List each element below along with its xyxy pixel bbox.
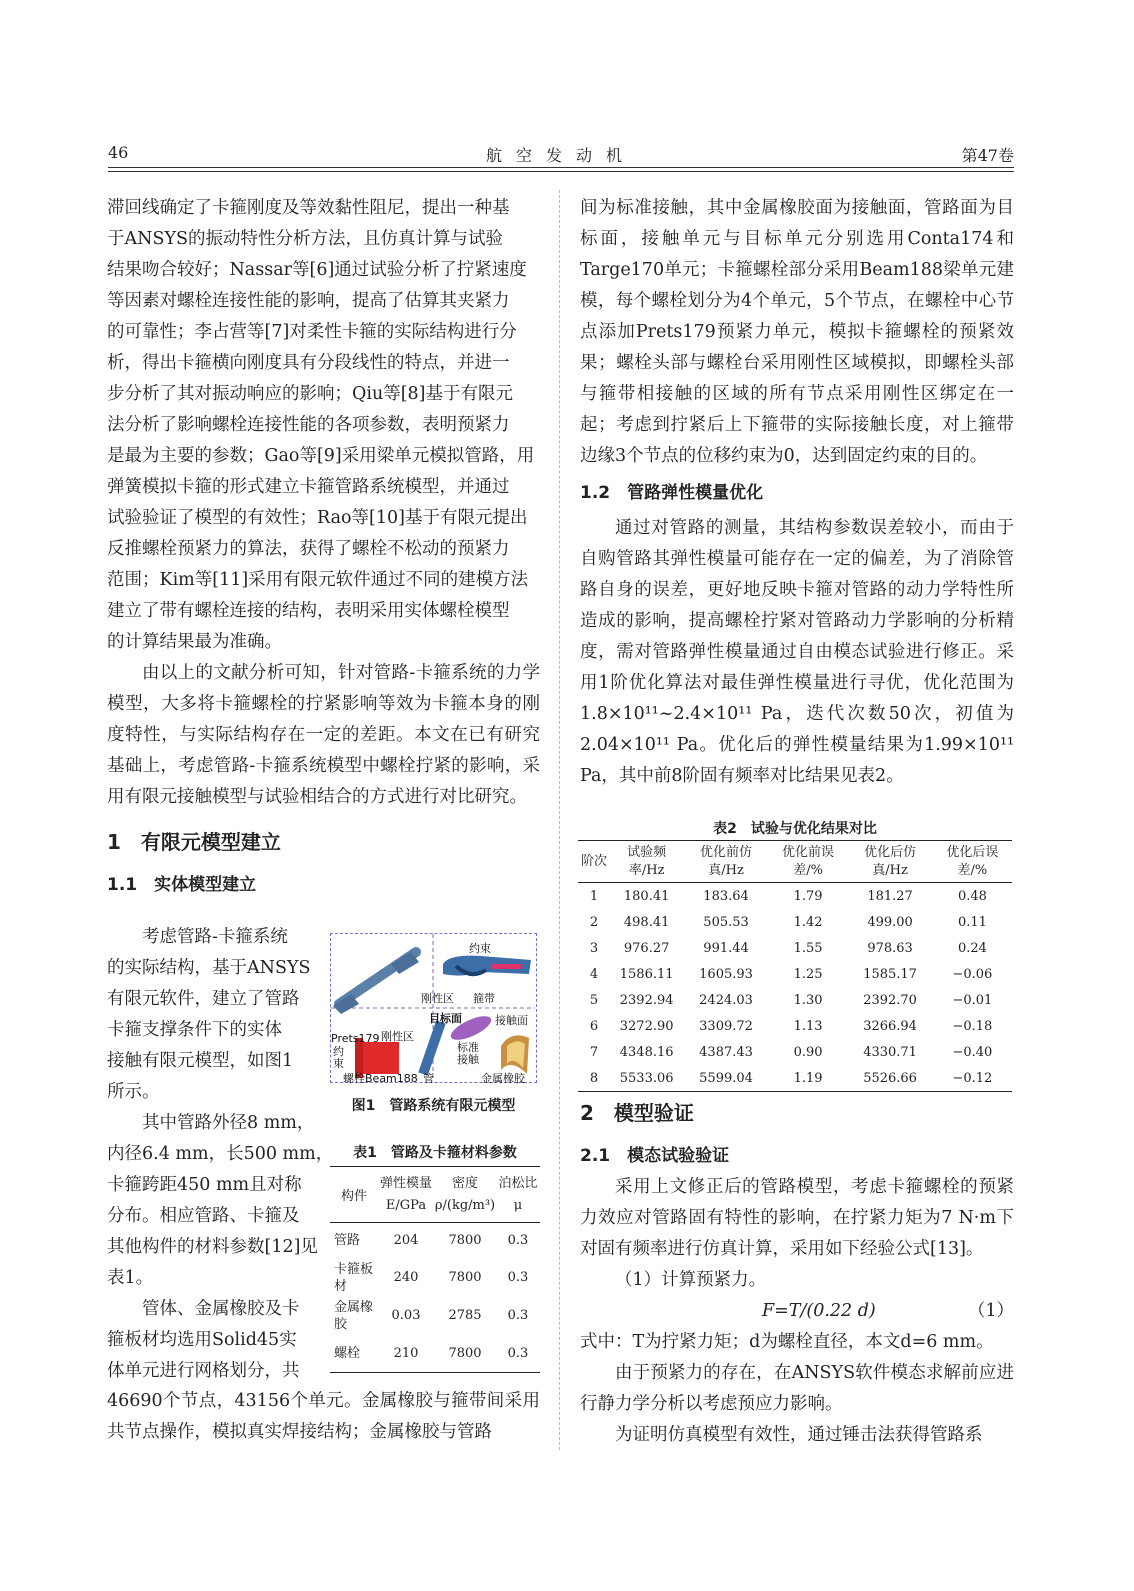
t2-header: 优化前误差/% [782, 844, 835, 878]
table-cell: 1.30 [793, 992, 823, 1008]
paragraph-literature-review [107, 193, 540, 658]
text-line: 卡箍跨距450 mm且对称 [107, 1175, 302, 1195]
text-line: 建立了带有螺栓连接的结构，表明采用实体螺栓模型 [107, 601, 510, 621]
paragraph-mesh [107, 1294, 323, 1387]
table-cell: 1.25 [793, 966, 823, 982]
text-line: 接触有限元模型，如图1 [107, 1051, 294, 1071]
header-rule [108, 167, 1014, 168]
label-metal-rubber: 金属橡胶 [481, 1072, 525, 1085]
text-line: 试验验证了模型的有效性；Rao等[10]基于有限元提出 [107, 508, 528, 528]
text-line: 法分析了影响螺栓连接性能的各项参数，表明预紧力 [107, 415, 510, 435]
header-rule-thin [108, 171, 1014, 172]
paragraph-model-intro [107, 922, 323, 1108]
text-line: 箍板材均选用Solid45实 [107, 1330, 297, 1350]
table-cell: 1.42 [793, 914, 823, 930]
table-cell: 5526.66 [863, 1070, 917, 1086]
table-row [578, 1039, 1012, 1065]
table-2-caption: 表2 试验与优化结果对比 [713, 821, 877, 837]
left-narrow-text [107, 922, 334, 1387]
text-line: 步分析了其对振动响应的影响；Qiu等[8]基于有限元 [107, 384, 514, 404]
paragraph-prestress: 由于预紧力的存在，在ANSYS软件模态求解前应进行静力学分析以考虑预应力影响。 [580, 1363, 1014, 1414]
paragraph-contact-setup: 间为标准接触，其中金属橡胶面为接触面，管路面为目标面，接触单元与目标单元分别选用Conta174和Targe170单元；卡箍螺栓部分采用Beam188梁单元建模，每个螺栓划分为4个单元，5个节点，在螺栓中心节点添加Prets179预紧力单元，模拟卡箍螺栓的预紧效果；螺栓头部与螺栓台采用刚性区域模拟，即螺栓头部与箍带相接触的区域的所有节点采用刚性区绑定在一起；考虑到拧紧后上下箍带的实际接触长度，对上箍带边缘3个节点的位移约束为0，达到固定约束的目的。 [580, 198, 1014, 466]
table-row [330, 1259, 540, 1297]
table-row [578, 961, 1012, 987]
table-cell: 1.19 [793, 1070, 823, 1086]
table-cell: 金属橡胶 [334, 1299, 374, 1332]
table-cell: 1 [589, 888, 599, 904]
table-row [578, 935, 1012, 961]
label-constraint-top: 约束 [469, 942, 491, 955]
paragraph-pipe-dimensions [107, 1108, 334, 1294]
column-divider [559, 190, 560, 1450]
table-cell: 4 [589, 966, 599, 982]
text-line: 弹簧模拟卡箍的形式建立卡箍管路系统模型，并通过 [107, 477, 510, 497]
label-contact-face: 接触面 [495, 1014, 528, 1027]
text-line: 的实际结构，基于ANSYS [107, 958, 311, 978]
table-cell: 0.90 [793, 1044, 823, 1060]
table-cell: 4330.71 [863, 1044, 917, 1060]
table-cell: 976.27 [623, 940, 670, 956]
table-2-results [578, 840, 1012, 1092]
table-cell: 1.13 [793, 1018, 823, 1034]
text-line: 结果吻合较好；Nassar等[6]通过试验分析了拧紧速度 [107, 260, 527, 280]
text-line: 反推螺栓预紧力的算法，获得了螺栓不松动的预紧力 [107, 539, 510, 559]
table-cell: 2 [589, 914, 599, 930]
right-column [580, 193, 1014, 792]
label-pipe: 管 [423, 1072, 434, 1085]
equation-1 [580, 1296, 1014, 1327]
table-cell: 183.64 [703, 888, 749, 904]
table-cell: 4348.16 [619, 1044, 674, 1060]
text-line: 的可靠性；李占营等[7]对柔性卡箍的实际结构进行分 [107, 322, 517, 342]
table-cell: 1.55 [793, 940, 823, 956]
table-cell: 8 [589, 1070, 599, 1086]
running-header [108, 143, 1014, 167]
page-number: 46 [108, 143, 129, 162]
table-row [330, 1297, 540, 1335]
text-line: 范围；Kim等[11]采用有限元软件通过不同的建模方法 [107, 570, 529, 590]
table-cell: 2424.03 [699, 992, 753, 1008]
text-line: 析，得出卡箍横向刚度具有分段线性的特点，并进一 [107, 353, 510, 373]
text-line: 管体、金属橡胶及卡 [142, 1299, 300, 1319]
table-cell: 3272.90 [619, 1018, 674, 1034]
table-cell: 1586.11 [619, 966, 674, 982]
left-bottom-text [107, 1386, 540, 1448]
table-cell: 0.24 [957, 940, 987, 956]
table-cell: 0.11 [957, 914, 987, 930]
text-line: 考虑管路-卡箍系统 [142, 927, 288, 947]
fe-model-illustration [331, 934, 535, 1081]
table-cell: −0.01 [952, 992, 993, 1008]
step-1-preload: （1）计算预紧力。 [615, 1270, 767, 1290]
table-cell: 卡箍板材 [334, 1261, 374, 1294]
table-cell: 1585.17 [863, 966, 917, 982]
text-line: 分布。相应管路、卡箍及 [107, 1206, 300, 1226]
label-target-face: 目标面 [429, 1012, 462, 1025]
table-cell: 7 [589, 1044, 599, 1060]
t2-header: 试验频率/Hz [627, 844, 667, 878]
t2-header: 优化前仿真/Hz [700, 844, 753, 878]
table-cell: 2785 [448, 1308, 482, 1323]
journal-title: 航空发动机 [485, 146, 636, 165]
label-band: 箍带 [473, 992, 495, 1005]
table-row [330, 1223, 540, 1259]
t1-header: 密度ρ/(kg/m³) [434, 1175, 496, 1213]
table-cell: 240 [393, 1270, 419, 1285]
table-cell: 1605.93 [699, 966, 753, 982]
table-cell: 5 [589, 992, 599, 1008]
table-cell: 498.41 [623, 914, 670, 930]
table-cell: 3266.94 [863, 1018, 917, 1034]
table-cell: 0.3 [507, 1345, 529, 1361]
table-1-material-params [330, 1166, 540, 1373]
text-line: 体单元进行网格划分，共 [107, 1361, 300, 1381]
table-cell: 180.41 [623, 888, 670, 904]
paragraph-analysis-summary: 由以上的文献分析可知，针对管路-卡箍系统的力学模型，大多将卡箍螺栓的拧紧影响等效为卡箍本身的刚度特性，与实际结构存在一定的差距。本文在已有研究基础上，考虑管路-卡箍系统模型中螺栓拧紧的影响，采用有限元接触模型与试验相结合的方式进行对比研究。 [107, 663, 540, 807]
text-line: 的计算结果最为准确。 [107, 632, 282, 652]
table-cell: 6 [589, 1018, 599, 1034]
text-line: 于ANSYS的振动特性分析方法，且仿真计算与试验 [107, 229, 503, 249]
table-cell: 2392.70 [863, 992, 917, 1008]
table-row [578, 987, 1012, 1013]
paragraph-mesh-tail: 46690个节点，43156个单元。金属橡胶与箍带间采用共节点操作，模拟真实焊接结构；金属橡胶与管路 [107, 1391, 540, 1442]
paragraph-modal-test: 采用上文修正后的管路模型，考虑卡箍螺栓的预紧力效应对管路固有特性的影响，在拧紧力矩为7 N·m下对固有频率进行仿真计算，采用如下经验公式[13]。 [580, 1177, 1014, 1259]
formula-explanation: 式中：T为拧紧力矩；d为螺栓直径，本文d=6 mm。 [580, 1332, 994, 1352]
volume-label: 第47卷 [961, 146, 1014, 165]
table-cell: −0.12 [952, 1070, 993, 1086]
table-cell: 499.00 [867, 914, 913, 930]
table-cell: 5599.04 [699, 1070, 753, 1086]
table-cell: −0.40 [952, 1044, 993, 1060]
section-heading-2: 2 模型验证 [580, 1101, 694, 1125]
table-row [578, 883, 1012, 910]
label-rigid-mid: 刚性区 [381, 1030, 414, 1043]
table-cell: 7800 [448, 1345, 482, 1361]
paragraph-modulus-optimization: 通过对管路的测量，其结构参数误差较小，而由于自购管路其弹性模量可能存在一定的偏差，为了消除管路自身的误差，更好地反映卡箍对管路的动力学特性所造成的影响，提高螺栓拧紧对管路动力学影响的分析精度，需对管路弹性模量通过自由模态试验进行修正。采用1阶优化算法对最佳弹性模量进行寻优，优化范围为1.8×10¹¹~2.4×10¹¹ Pa，迭代次数50次，初值为2.04×10¹¹ Pa。优化后的弹性模量结果为1.99×10¹¹ Pa，其中前8阶固有频率对比结果见表2。 [580, 518, 1014, 786]
text-line: 其中管路外径8 mm， [142, 1113, 315, 1133]
table-cell: 210 [393, 1345, 419, 1361]
formula: F=T/(0.22 d) [762, 1301, 876, 1321]
label-bolt-beam188: 螺栓Beam188 [343, 1072, 418, 1085]
table-row [578, 1013, 1012, 1039]
table-row [578, 909, 1012, 935]
text-line: 有限元软件，建立了管路 [107, 989, 300, 1009]
text-line: 表1。 [107, 1268, 154, 1288]
table-cell: 978.63 [867, 940, 913, 956]
t2-header: 优化后误差/% [946, 844, 999, 878]
text-line: 卡箍支撑条件下的实体 [107, 1020, 282, 1040]
t2-header: 优化后仿真/Hz [864, 844, 917, 878]
subsection-heading-1-1: 1.1 实体模型建立 [107, 875, 257, 895]
paragraph-hammer-test: 为证明仿真模型有效性，通过锤击法获得管路系 [615, 1425, 983, 1445]
t1-header: 泊松比μ [498, 1175, 538, 1213]
table-cell: 0.3 [507, 1308, 529, 1323]
label-constraint-mid: 约束 [333, 1045, 344, 1070]
table-cell: 0.03 [391, 1308, 421, 1323]
table-cell: 0.3 [507, 1233, 529, 1249]
text-line: 所示。 [107, 1082, 160, 1102]
table-1-caption: 表1 管路及卡箍材料参数 [353, 1145, 517, 1161]
table-cell: −0.06 [952, 966, 993, 982]
right-lower-text [580, 1098, 1014, 1451]
formula-number: （1） [967, 1301, 1014, 1321]
text-line: 是最为主要的参数；Gao等[9]采用梁单元模拟管路，用 [107, 446, 535, 466]
text-line: 滞回线确定了卡箍刚度及等效黏性阻尼，提出一种基 [107, 198, 510, 218]
table-cell: 991.44 [703, 940, 749, 956]
text-line: 其他构件的材料参数[12]见 [107, 1237, 318, 1257]
table-cell: 0.48 [957, 888, 987, 904]
table-cell: 3 [589, 940, 599, 956]
table-row [578, 1065, 1012, 1092]
table-cell: 螺栓 [334, 1345, 361, 1361]
table-cell: 505.53 [703, 914, 749, 930]
label-rigid-top: 刚性区 [421, 992, 454, 1005]
table-cell: 181.27 [867, 888, 913, 904]
t1-header: 构件 [340, 1189, 367, 1204]
table-cell: 管路 [334, 1233, 361, 1249]
table-cell: 5533.06 [619, 1070, 674, 1086]
text-line: 等因素对螺栓连接性能的影响，提高了估算其夹紧力 [107, 291, 510, 311]
table-cell: 204 [393, 1233, 419, 1249]
label-prets179: Prets179 [331, 1032, 380, 1045]
table-cell: 7800 [448, 1233, 482, 1249]
table-cell: 4387.43 [699, 1044, 753, 1060]
table-cell: 7800 [448, 1270, 482, 1285]
table-cell: 0.3 [507, 1270, 529, 1285]
table-cell: 1.79 [793, 888, 823, 904]
table-cell: 3309.72 [699, 1018, 753, 1034]
label-standard-contact: 标准接触 [457, 1041, 479, 1066]
table-cell: 2392.94 [619, 992, 674, 1008]
text-line: 内径6.4 mm，长500 mm， [107, 1144, 334, 1164]
table-cell: −0.18 [952, 1018, 993, 1034]
figure-1-fe-model [330, 933, 537, 1083]
table-row [330, 1335, 540, 1373]
subsection-heading-1-2: 1.2 管路弹性模量优化 [580, 483, 764, 503]
left-column [107, 193, 540, 901]
t2-header: 阶次 [580, 853, 607, 869]
section-heading-1: 1 有限元模型建立 [107, 830, 281, 854]
figure-1-caption: 图1 管路系统有限元模型 [351, 1098, 516, 1114]
subsection-heading-2-1: 2.1 模态试验验证 [580, 1146, 730, 1166]
t1-header: 弹性模量E/GPa [379, 1175, 432, 1213]
